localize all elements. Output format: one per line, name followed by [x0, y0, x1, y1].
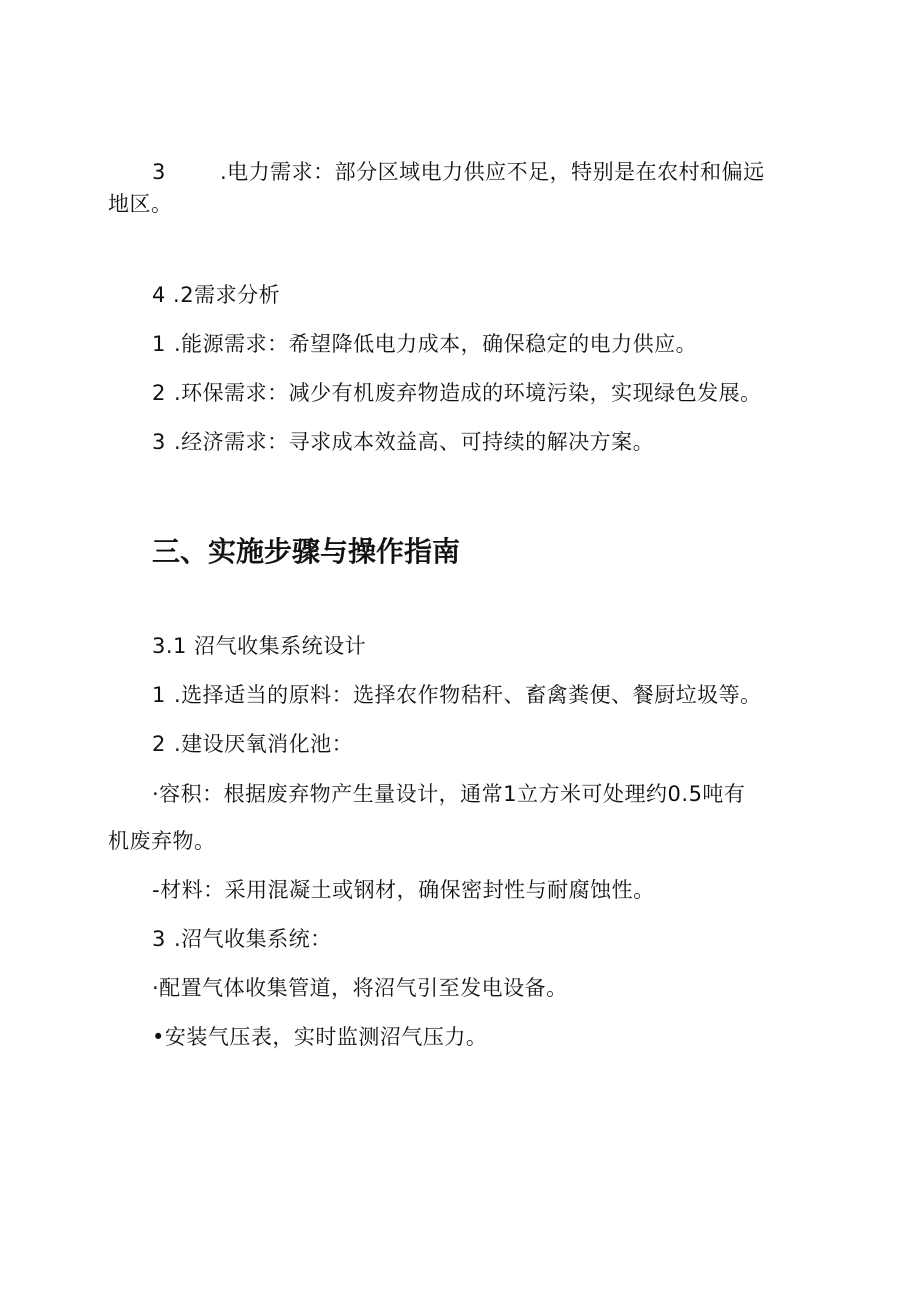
power-demand-text: .电力需求：部分区域电力供应不足，特别是在农村和偏远 — [220, 160, 765, 184]
item-number: 1 — [152, 683, 166, 707]
digester-item — [152, 730, 353, 758]
section-3-1-title: 3.1 沼气收集系统设计 — [152, 634, 367, 658]
collection-system-text: .沼气收集系统： — [174, 927, 332, 951]
item-number: 3 — [152, 160, 166, 184]
collection-system-item — [152, 925, 332, 953]
gauge-bullet: •安装气压表，实时监测沼气压力。 — [152, 1025, 488, 1049]
environment-demand-item — [152, 379, 762, 407]
material-bullet: -材料：采用混凝土或钢材，确保密封性与耐腐蚀性。 — [152, 878, 655, 902]
chapter-3-heading: 三、实施步骤与操作指南 — [152, 535, 461, 568]
power-demand-line — [152, 158, 765, 186]
power-demand-continuation: 地区。 — [108, 192, 173, 216]
digester-text: .建设厌氧消化池： — [174, 732, 354, 756]
pipe-bullet: ·配置气体收集管道，将沼气引至发电设备。 — [152, 976, 568, 1000]
item-number: 3 — [152, 927, 166, 951]
capacity-continuation: 机废弃物。 — [108, 829, 216, 853]
capacity-bullet: ·容积：根据废弃物产生量设计，通常1立方米可处理约0.5吨有 — [152, 782, 746, 806]
energy-demand-text: .能源需求：希望降低电力成本，确保稳定的电力供应。 — [174, 332, 698, 356]
energy-demand-item — [152, 330, 697, 358]
item-number: 1 — [152, 332, 166, 356]
section-4-2-title: 4 .2需求分析 — [152, 283, 281, 307]
item-number: 3 — [152, 430, 166, 454]
item-number: 2 — [152, 381, 166, 405]
economic-demand-text: .经济需求：寻求成本效益高、可持续的解决方案。 — [174, 430, 655, 454]
item-number: 2 — [152, 732, 166, 756]
raw-material-text: .选择适当的原料：选择农作物秸秆、畜禽粪便、餐厨垃圾等。 — [174, 683, 762, 707]
raw-material-item — [152, 681, 762, 709]
environment-demand-text: .环保需求：减少有机废弃物造成的环境污染，实现绿色发展。 — [174, 381, 762, 405]
economic-demand-item — [152, 428, 654, 456]
